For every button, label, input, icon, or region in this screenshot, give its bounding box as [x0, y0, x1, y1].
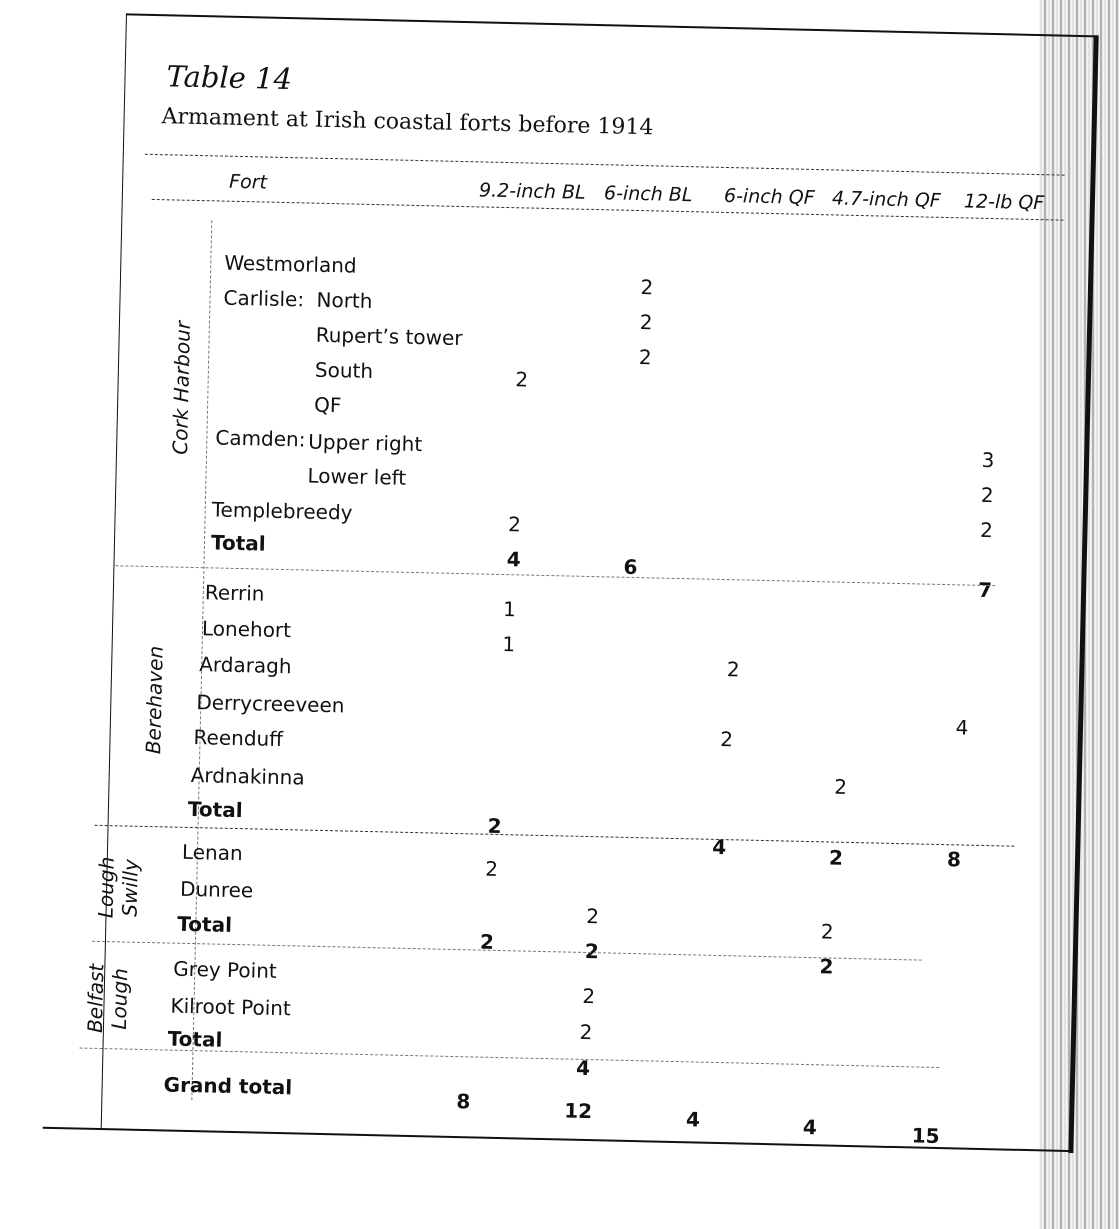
fort-name: Lonehort — [201, 616, 292, 643]
cell-6-inch-bl: 2 — [585, 903, 600, 929]
group-label-berehaven: Berehaven — [141, 645, 168, 755]
total-label: Total — [177, 911, 233, 937]
fort-name: Grey Point — [173, 956, 278, 983]
cell-6-inch-bl: 2 — [579, 1019, 593, 1045]
group-label-cork-harbour: Cork Harbour — [167, 320, 196, 455]
table-page — [42, 12, 1068, 1184]
total-6-inch-bl: 4 — [575, 1055, 591, 1081]
cell-6-inch-bl: 2 — [582, 983, 596, 1009]
fort-subname: QF — [313, 392, 342, 418]
header-rule-top — [145, 154, 1065, 176]
fort-name: Westmorland — [224, 250, 357, 278]
group-label-belfast-lough — [83, 963, 133, 1033]
column-header-6-inch-qf: 6-inch QF — [723, 184, 815, 209]
group-label-line: Lough — [93, 856, 119, 919]
cell-4-7-inch-qf: 2 — [833, 774, 848, 799]
table-subtitle: Armament at Irish coastal forts before 1914 — [161, 104, 654, 141]
fort-subname: North — [316, 287, 373, 313]
cell-9-2-inch-bl: 1 — [502, 597, 517, 622]
column-header-fort: Fort — [228, 170, 268, 194]
total-label: Total — [167, 1026, 223, 1052]
fort-name: Kilroot Point — [170, 993, 292, 1021]
fort-subname: Rupert’s tower — [315, 322, 463, 351]
cell-9-2-inch-bl: 2 — [515, 367, 529, 392]
fort-name: Derrycreeveen — [196, 690, 345, 718]
fort-name: Rerrin — [204, 580, 265, 606]
table-title: Table 14 — [166, 59, 293, 97]
group-label-line: Belfast — [82, 963, 109, 1034]
cell-6-inch-bl: 2 — [640, 275, 654, 300]
total-6-inch-bl: 6 — [623, 554, 638, 580]
fort-name: Dunree — [179, 876, 254, 903]
column-header-6-inch-bl: 6-inch BL — [603, 182, 693, 207]
cell-9-2-inch-bl: 2 — [485, 856, 499, 881]
fort-name: Reenduff — [193, 725, 284, 752]
cell-6-inch-qf: 2 — [726, 657, 740, 682]
cell-12-lb-qf: 4 — [955, 715, 969, 740]
cell-6-inch-qf: 2 — [720, 726, 734, 752]
grand-total-9-2-inch-bl: 8 — [456, 1089, 471, 1114]
cell-9-2-inch-bl: 1 — [502, 632, 516, 657]
cell-12-lb-qf: 3 — [981, 447, 995, 473]
page-border-left — [101, 13, 127, 1128]
fort-subname: Upper right — [308, 429, 423, 457]
grand-total-6-inch-bl: 12 — [564, 1098, 593, 1124]
fort-name: Ardaragh — [198, 652, 292, 679]
group-divider — [79, 1048, 939, 1069]
total-4-7-inch-qf: 2 — [819, 954, 834, 979]
total-9-2-inch-bl: 2 — [487, 813, 502, 839]
total-9-2-inch-bl: 4 — [506, 547, 521, 572]
cell-12-lb-qf: 2 — [979, 517, 994, 543]
column-header-4-7-inch-qf: 4.7-inch QF — [831, 187, 942, 212]
fort-subname: Lower left — [307, 463, 407, 490]
total-12-lb-qf: 7 — [977, 577, 993, 603]
total-6-inch-qf: 4 — [711, 834, 727, 860]
fort-subname: South — [314, 357, 374, 384]
cell-4-7-inch-qf: 2 — [820, 919, 834, 944]
fort-name: Templebreedy — [211, 497, 353, 525]
total-4-7-inch-qf: 2 — [828, 845, 844, 870]
group-label-line: Swilly — [117, 858, 143, 917]
grand-total-4-7-inch-qf: 4 — [802, 1114, 818, 1140]
fort-name: Lenan — [181, 839, 243, 866]
total-label: Total — [187, 796, 243, 823]
cell-9-2-inch-bl: 2 — [507, 512, 522, 537]
total-9-2-inch-bl: 2 — [479, 929, 495, 954]
group-label-lough-swilly — [93, 856, 142, 919]
fort-name: Ardnakinna — [190, 762, 305, 790]
fort-name: Camden: — [215, 425, 306, 452]
cell-6-inch-bl: 2 — [639, 310, 653, 335]
grand-total-label: Grand total — [163, 1072, 293, 1100]
column-header-9-2-inch-bl: 9.2-inch BL — [478, 179, 586, 204]
cell-12-lb-qf: 2 — [980, 482, 994, 508]
grand-total-6-inch-qf: 4 — [685, 1107, 701, 1132]
total-label: Total — [210, 530, 266, 556]
cell-6-inch-bl: 2 — [638, 345, 652, 370]
column-header-12-lb-qf: 12-lb QF — [963, 190, 1045, 215]
fort-name: Carlisle: — [223, 285, 305, 312]
total-6-inch-bl: 2 — [584, 938, 600, 964]
grand-total-12-lb-qf: 15 — [911, 1123, 940, 1149]
total-12-lb-qf: 8 — [946, 847, 962, 872]
page-border-top — [126, 13, 1096, 37]
group-label-line: Lough — [106, 967, 133, 1030]
